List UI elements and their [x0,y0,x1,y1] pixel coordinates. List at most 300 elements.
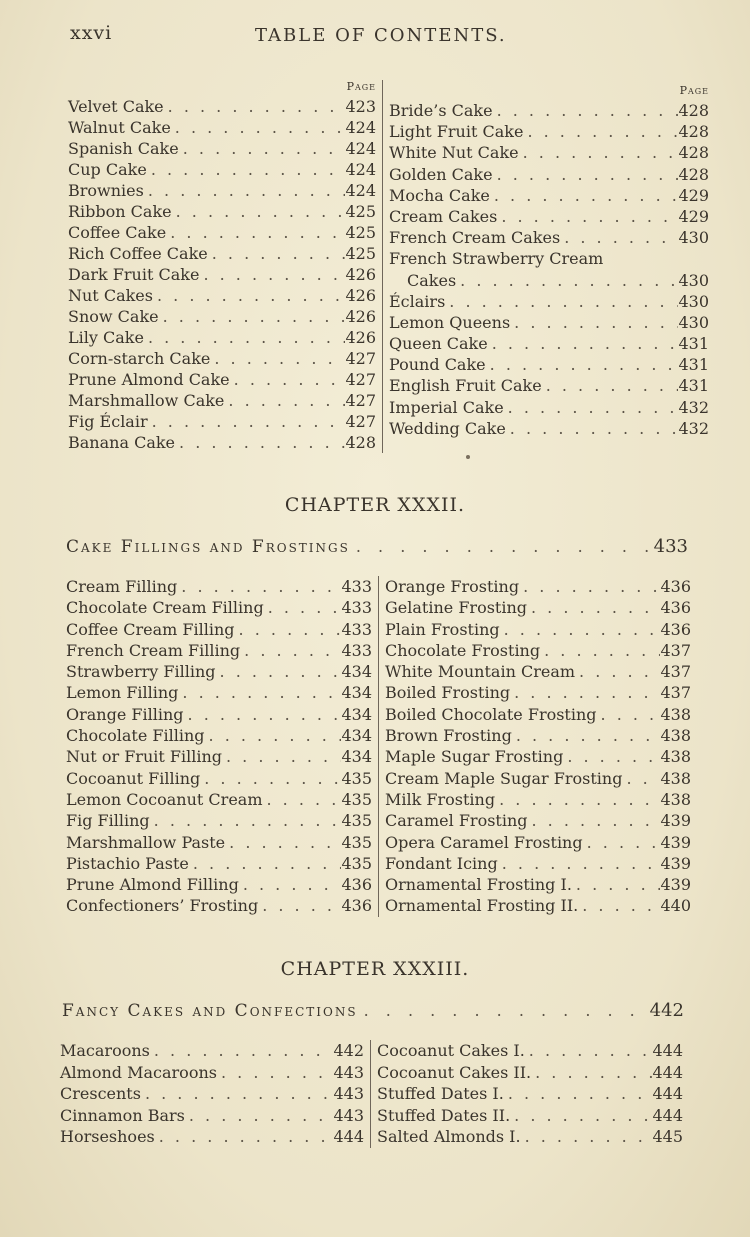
entry-page: 435 [341,768,372,788]
entry-title: Orange Filling [66,704,184,724]
toc-entry [66,789,372,810]
toc-entry [389,270,709,291]
entry-title: Confectioners’ Frosting [66,896,259,916]
toc-entry [389,291,709,312]
entry-title: Ornamental Frosting I. [385,875,572,895]
toc-entry [68,306,376,327]
toc-entry [68,96,376,117]
toc-entry [68,390,376,411]
entry-title: Fig Filling [66,811,150,831]
leader-dots [456,270,678,291]
toc-entry [66,853,372,874]
entry-title: Cocoanut Filling [66,768,201,788]
entry-page: 434 [341,662,372,682]
ink-speck [466,455,470,459]
toc-entry [389,164,709,185]
leader-dots [224,390,345,411]
entry-page: 430 [678,312,709,332]
entry-title: Velvet Cake [68,97,164,116]
entry-title: Gelatine Frosting [385,598,527,618]
leader-dots [184,704,342,725]
toc-entry [68,411,376,432]
toc-entry [68,117,376,138]
toc-entry [68,138,376,159]
toc-entry [66,895,372,916]
entry-page: 430 [678,228,709,248]
toc-entry [66,576,372,597]
entry-page: 435 [341,853,372,873]
leader-dots [495,789,660,810]
toc-entry [66,746,372,767]
leader-dots [216,661,342,682]
entry-page: 442 [333,1041,364,1060]
entry-page: 436 [341,875,372,895]
leader-dots [528,810,661,831]
section-page: 442 [649,1000,684,1021]
toc-entry [389,375,709,396]
leader-dots [177,576,341,597]
leader-dots [578,895,660,916]
page-folio: xxvi [70,22,113,44]
entry-title: French Strawberry Cream [389,249,604,269]
toc-entry [68,348,376,369]
entry-page: 434 [341,726,372,746]
entry-title: Chocolate Frosting [385,640,541,660]
entry-page: 432 [678,397,709,417]
toc-entry [377,1083,683,1105]
toc-entry [60,1083,364,1105]
entry-page: 445 [652,1127,683,1146]
toc-entry [66,704,372,725]
entry-page: 440 [660,896,691,916]
entry-title: Light Fruit Cake [389,122,524,142]
toc-entry [68,201,376,222]
entry-title: Cinnamon Bars [60,1105,185,1125]
leader-dots [235,619,342,640]
leader-dots [153,285,345,306]
entry-page: 436 [341,896,372,916]
leader-dots [185,1105,334,1127]
leader-dots [486,354,679,375]
column-right [371,1040,683,1148]
leader-dots [622,768,660,789]
entry-page: 435 [341,789,372,809]
entry-page: 438 [660,726,691,746]
entry-title: Lemon Filling [66,683,179,703]
toc-entry [60,1126,364,1148]
contents-group-1 [68,80,709,453]
entry-title: Crescents [60,1084,141,1103]
entry-title: Opera Caramel Frosting [385,832,583,852]
leader-dots [504,397,679,418]
leader-dots [350,537,654,556]
leader-dots [525,1040,653,1062]
toc-entry [66,768,372,789]
leader-dots [563,746,660,767]
entry-title: Boiled Chocolate Frosting [385,704,597,724]
leader-dots [179,138,346,159]
leader-dots [225,832,341,853]
entry-title: Chocolate Filling [66,726,205,746]
leader-dots [239,874,342,895]
entry-page: 424 [345,160,376,179]
entry-page: 444 [652,1105,683,1125]
entry-page: 431 [678,355,709,375]
column-left [66,576,379,917]
entry-title: English Fruit Cake [389,376,542,396]
leader-dots [521,1126,653,1148]
chapter-heading: CHAPTER XXXII. [284,494,466,516]
entry-page: 439 [660,853,691,873]
entry-title: Fondant Icing [385,853,498,873]
leader-dots [510,312,678,333]
toc-entry [385,725,691,746]
section-heading [62,1000,684,1021]
entry-page: 438 [660,747,691,767]
entry-title: Nut Cakes [68,286,153,305]
toc-entry [385,597,691,618]
entry-title: Walnut Cake [68,118,171,137]
toc-entry [385,810,691,831]
entry-title: Horseshoes [60,1127,155,1146]
section-title: Cake Fillings and Frostings [66,537,350,557]
toc-entry [377,1040,683,1062]
entry-page: 425 [345,244,376,263]
leader-dots [519,576,660,597]
toc-entry [66,810,372,831]
entry-title: Bride’s Cake [389,101,493,120]
entry-page: 438 [660,789,691,809]
toc-entry [66,832,372,853]
entry-page: 435 [341,811,372,831]
toc-entry [377,1062,683,1084]
toc-entry [66,874,372,895]
leader-dots [150,1040,334,1062]
entry-page: 432 [678,418,709,438]
toc-entry [60,1105,364,1127]
entry-page: 431 [678,376,709,396]
toc-entry [66,597,372,618]
leader-dots [497,206,678,227]
leader-dots [200,768,341,789]
toc-entry [389,100,709,121]
entry-title: Brown Frosting [385,726,512,746]
entry-title: Ornamental Frosting II. [385,896,579,916]
toc-entry [377,1105,683,1127]
leader-dots [217,1062,333,1084]
leader-dots [510,1105,652,1127]
toc-entry [68,369,376,390]
entry-title: Snow Cake [68,307,159,326]
leader-dots [445,291,678,312]
entry-title: Golden Cake [389,164,493,184]
toc-entry [385,576,691,597]
toc-entry [385,874,691,895]
running-title: TABLE OF CONTENTS. [255,25,507,46]
entry-page: 430 [678,291,709,311]
entry-title: Maple Sugar Frosting [385,747,564,767]
entry-title: Strawberry Filling [66,662,216,682]
leader-dots [148,411,346,432]
section-page: 433 [653,536,688,557]
entry-title: Lily Cake [68,328,144,347]
toc-entry [68,285,376,306]
leader-dots [560,227,678,248]
entry-page: 435 [341,832,372,852]
section-heading [66,536,688,557]
toc-entry [385,619,691,640]
entry-page: 433 [341,619,372,639]
leader-dots [519,142,679,163]
entry-title: Macaroons [60,1041,150,1060]
entry-page: 427 [345,391,376,410]
entry-page: 444 [652,1084,683,1103]
entry-title: Rich Coffee Cake [68,244,208,263]
leader-dots [144,180,346,201]
entry-page: 429 [678,185,709,205]
toc-entry [385,853,691,874]
entry-page: 427 [345,349,376,368]
toc-entry [68,222,376,243]
entry-page: 433 [341,640,372,660]
entry-title: Nut or Fruit Filling [66,747,222,767]
entry-title: White Mountain Cream [385,662,576,682]
entry-title: Salted Almonds I. [377,1127,521,1146]
entry-page: 428 [678,143,709,163]
entry-title: Fig Éclair [68,412,148,431]
leader-dots [230,369,346,390]
entry-page: 433 [341,598,372,618]
leader-dots [264,597,342,618]
entry-title: Almond Macaroons [60,1062,217,1082]
entry-page: 438 [660,704,691,724]
entry-page: 431 [678,334,709,354]
entry-title: Pistachio Paste [66,853,189,873]
leader-dots [150,810,342,831]
toc-entry [377,1126,683,1148]
toc-entry [66,725,372,746]
entry-title: Cream Filling [66,577,178,596]
leader-dots [164,96,346,117]
leader-dots [144,327,346,348]
entry-page: 444 [652,1062,683,1082]
entry-title: Spanish Cake [68,139,179,158]
entry-page: 437 [660,683,691,703]
entry-title: French Cream Filling [66,640,241,660]
entry-title: French Cream Cakes [389,228,561,248]
leader-dots [155,1126,334,1148]
leader-dots [258,895,341,916]
leader-dots [172,201,346,222]
toc-entry [389,206,709,227]
toc-entry [389,312,709,333]
leader-dots [208,243,346,264]
entry-page: 444 [652,1041,683,1060]
leader-dots [490,185,679,206]
column-right [379,576,691,917]
toc-entry [389,142,709,163]
toc-entry [389,354,709,375]
leader-dots [240,640,341,661]
toc-entry [60,1062,364,1084]
leader-dots [575,661,660,682]
toc-entry [385,768,691,789]
toc-entry [389,248,709,269]
entry-title: Pound Cake [389,355,486,375]
leader-dots [263,789,342,810]
toc-entry [385,682,691,703]
entry-page: 429 [678,206,709,226]
entry-page: 443 [333,1084,364,1103]
entry-title: Coffee Cake [68,223,167,242]
contents-group-2 [66,576,691,917]
leader-dots [531,1062,652,1084]
leader-dots [512,725,661,746]
entry-page: 427 [345,412,376,431]
entry-page: 433 [341,577,372,596]
leader-dots [141,1083,334,1105]
leader-dots [500,619,661,640]
toc-entry [389,121,709,142]
page-column-label: Page [679,84,709,97]
toc-entry [66,661,372,682]
leader-dots [527,597,660,618]
entry-title: Stuffed Dates I. [377,1084,504,1103]
entry-page: 425 [345,223,376,242]
entry-title: Prune Almond Cake [68,370,230,389]
entry-title: Chocolate Cream Filling [66,598,264,618]
column-left [60,1040,371,1148]
toc-entry [389,418,709,439]
chapter-heading: CHAPTER XXXIII. [280,958,470,980]
entry-page: 426 [345,286,376,305]
toc-entry [66,682,372,703]
leader-dots [498,853,661,874]
leader-dots [171,117,346,138]
leader-dots [189,853,342,874]
leader-dots [210,348,345,369]
entry-page: 436 [660,598,691,618]
entry-page: 437 [660,640,691,660]
entry-page: 428 [678,164,709,184]
entry-title: Orange Frosting [385,577,520,596]
entry-page: 434 [341,683,372,703]
leader-dots [506,418,679,439]
entry-title: Lemon Cocoanut Cream [66,789,263,809]
entry-page: 426 [345,328,376,347]
entry-title: White Nut Cake [389,143,519,163]
entry-title: Plain Frosting [385,619,500,639]
toc-entry [68,264,376,285]
toc-entry [66,619,372,640]
entry-title: Caramel Frosting [385,811,528,831]
entry-title: Imperial Cake [389,397,504,417]
leader-dots [166,222,345,243]
leader-dots [175,432,345,453]
entry-title: Prune Almond Filling [66,875,239,895]
entry-page: 428 [678,122,709,142]
contents-group-3 [60,1040,683,1148]
entry-title: Cocoanut Cakes I. [377,1041,525,1060]
leader-dots [493,164,679,185]
leader-dots [542,375,679,396]
leader-dots [358,1001,650,1020]
leader-dots [597,704,661,725]
entry-title: Cream Maple Sugar Frosting [385,768,623,788]
toc-entry [389,333,709,354]
entry-title: Marshmallow Cake [68,391,225,410]
leader-dots [523,121,678,142]
entry-page: 424 [345,118,376,137]
leader-dots [159,306,346,327]
toc-entry [385,704,691,725]
entry-page: 434 [341,704,372,724]
entry-title: Boiled Frosting [385,683,511,703]
toc-entry [385,895,691,916]
entry-page: 437 [660,662,691,682]
column-left [68,80,383,453]
entry-title: Ribbon Cake [68,202,172,221]
entry-title: Corn-starch Cake [68,349,211,368]
entry-page: 439 [660,832,691,852]
entry-title: Cream Cakes [389,206,498,226]
entry-page: 439 [660,875,691,895]
toc-entry [389,397,709,418]
entry-page: 443 [333,1062,364,1082]
entry-page: 443 [333,1105,364,1125]
entry-page: 424 [345,139,376,158]
entry-title: Queen Cake [389,334,488,354]
toc-entry [66,640,372,661]
entry-page: 426 [345,307,376,326]
entry-page: 436 [660,619,691,639]
leader-dots [488,333,679,354]
toc-entry [385,746,691,767]
leader-dots [493,100,679,121]
toc-entry [68,327,376,348]
entry-title: Banana Cake [68,433,176,452]
entry-title: Cup Cake [68,160,147,179]
entry-page: 424 [345,181,376,200]
entry-page: 426 [345,265,376,284]
leader-dots [178,682,341,703]
entry-page: 427 [345,370,376,389]
toc-entry [68,243,376,264]
toc-entry [68,159,376,180]
entry-title: Éclairs [389,291,446,311]
entry-title: Wedding Cake [389,418,506,438]
entry-title: Milk Frosting [385,789,496,809]
entry-title: Dark Fruit Cake [68,265,200,284]
entry-page: 423 [345,97,376,116]
entry-title: Lemon Queens [389,312,511,332]
entry-page: 444 [333,1127,364,1146]
leader-dots [205,725,342,746]
leader-dots [222,746,341,767]
toc-entry [385,640,691,661]
entry-title: Brownies [68,181,144,200]
entry-page: 434 [341,747,372,767]
toc-entry [385,661,691,682]
entry-page: 438 [660,768,691,788]
toc-entry [385,789,691,810]
page-column-label: Page [346,80,376,93]
toc-entry [389,227,709,248]
entry-page: 425 [345,202,376,221]
toc-entry [385,832,691,853]
leader-dots [199,264,345,285]
toc-entry [68,432,376,453]
